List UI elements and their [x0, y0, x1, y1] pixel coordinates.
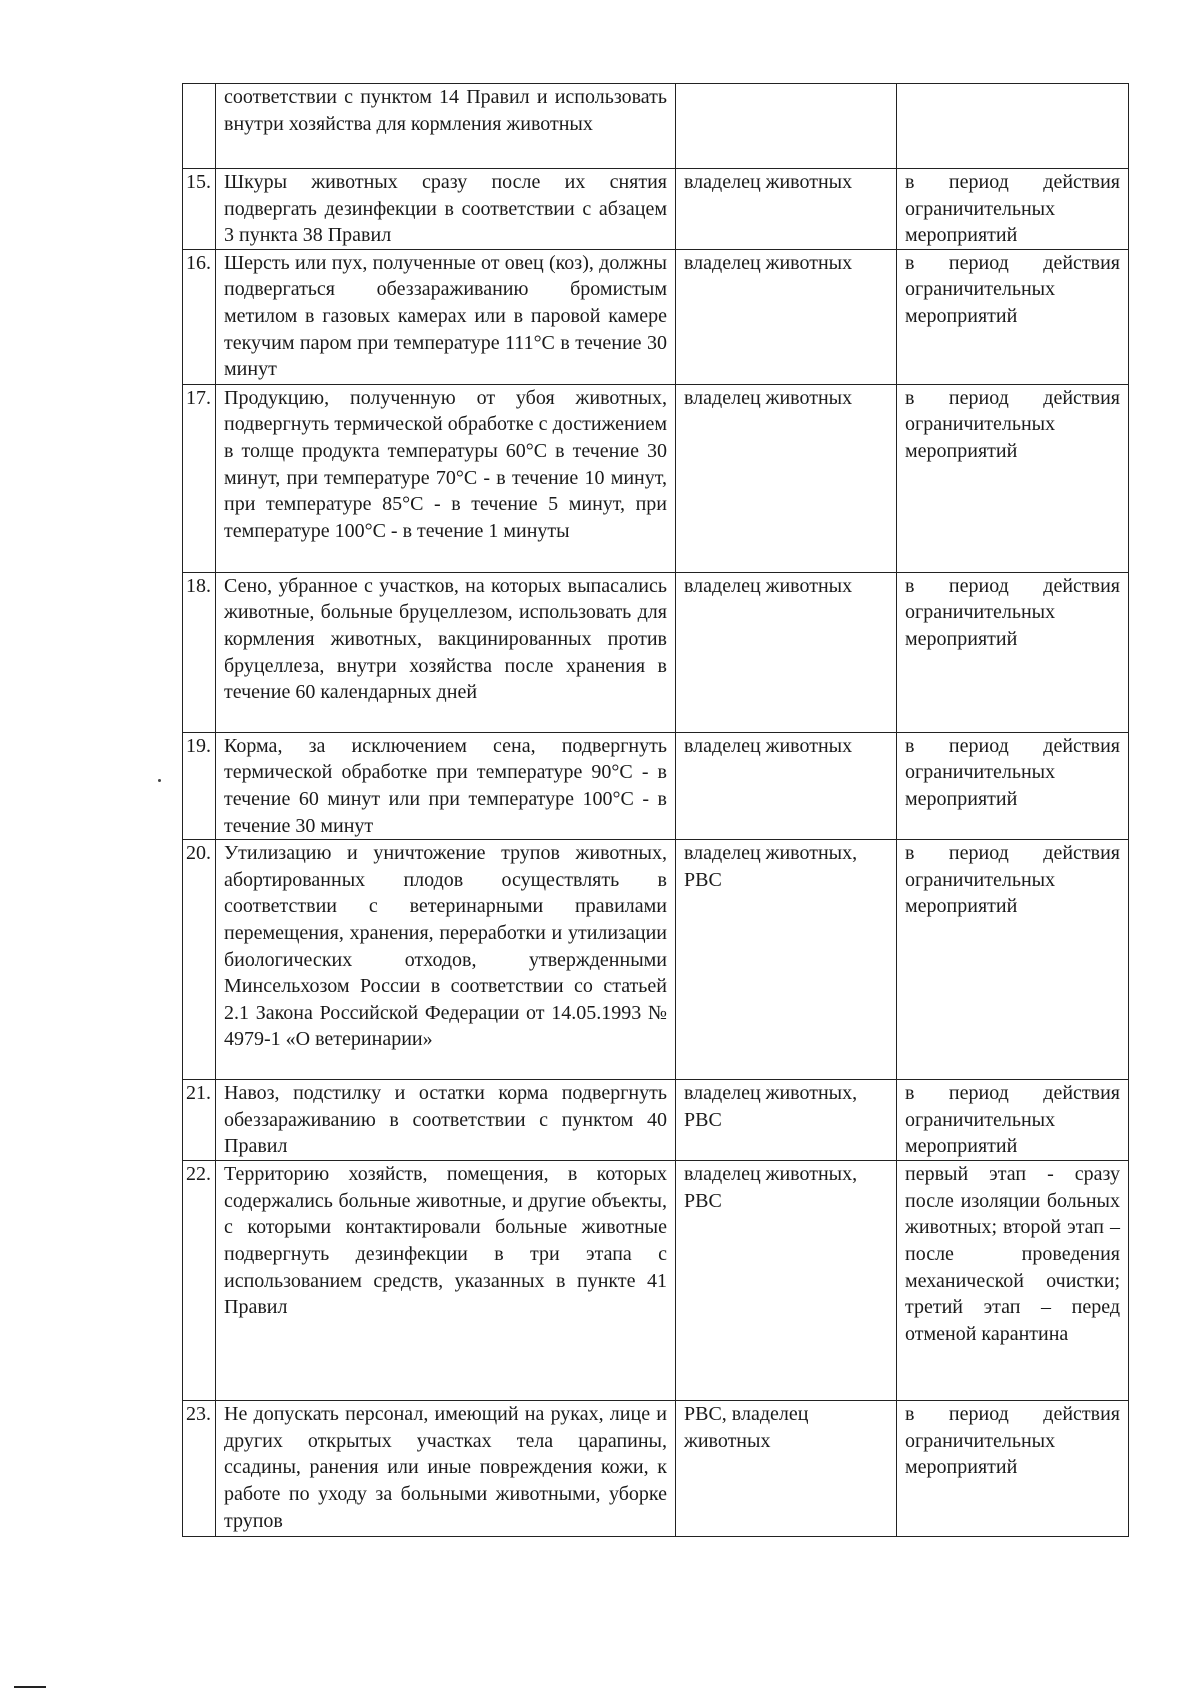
table-row: [183, 840, 1129, 1080]
scan-mark: [14, 1686, 46, 1688]
period-text: в период действия ограничительных мероприятий: [897, 384, 1129, 572]
scan-speck: [158, 779, 161, 782]
measure-text: Шкуры животных сразу после их снятия подвергать дезинфекции в соответствии с абзацем 3 пункта 38 Правил: [216, 169, 676, 250]
table-row: [183, 249, 1129, 384]
period-text: в период действия ограничительных мероприятий: [897, 732, 1129, 839]
table-row: [183, 732, 1129, 839]
row-number: 17.: [183, 384, 216, 572]
measure-text: Корма, за исключением сена, подвергнуть термической обработке при температуре 90°C - в течение 60 минут или при температуре 100°C - в течение 30 минут: [216, 732, 676, 839]
period-text: в период действия ограничительных мероприятий: [897, 572, 1129, 732]
row-number: 23.: [183, 1401, 216, 1537]
measure-text: Утилизацию и уничтожение трупов животных, абортированных плодов осуществлять в соответствии с ветеринарными правилами перемещения, хранения, переработки и утилизации биологических отходов, утвержденными Минсельхозом России в соответствии со статьей 2.1 Закона Российской Федерации от 14.05.1993 № 4979-1 «О ветеринарии»: [216, 840, 676, 1080]
responsible-text: владелец животных: [676, 732, 897, 839]
responsible-text: владелец животных, РВС: [676, 1161, 897, 1401]
measure-text: Территорию хозяйств, помещения, в которых содержались больные животные, и другие объекты, с которыми контактировали больные животные подвергнуть дезинфекции в три этапа с использованием средств, указанных в пункте 41 Правил: [216, 1161, 676, 1401]
row-number: 16.: [183, 249, 216, 384]
period-text: в период действия ограничительных мероприятий: [897, 1401, 1129, 1537]
responsible-text: владелец животных, РВС: [676, 1080, 897, 1161]
row-number: 22.: [183, 1161, 216, 1401]
period-text: в период действия ограничительных мероприятий: [897, 169, 1129, 250]
table-row: [183, 1161, 1129, 1401]
measure-text: соответствии с пунктом 14 Правил и использовать внутри хозяйства для кормления животных: [216, 84, 676, 169]
responsible-text: владелец животных: [676, 572, 897, 732]
measure-text: Шерсть или пух, полученные от овец (коз), должны подвергаться обеззараживанию бромистым метилом в газовых камерах или в паровой камере текучим паром при температуре 111°C в течение 30 минут: [216, 249, 676, 384]
measure-text: Не допускать персонал, имеющий на руках, лице и других открытых участках тела царапины, ссадины, ранения или иные повреждения кожи, к работе по уходу за больными животными, уборке трупов: [216, 1401, 676, 1537]
row-number: 15.: [183, 169, 216, 250]
responsible-text: РВС, владелец животных: [676, 1401, 897, 1537]
responsible-text: владелец животных, РВС: [676, 840, 897, 1080]
row-number: 18.: [183, 572, 216, 732]
responsible-text: владелец животных: [676, 384, 897, 572]
responsible-text: [676, 84, 897, 169]
responsible-text: владелец животных: [676, 169, 897, 250]
row-number: 20.: [183, 840, 216, 1080]
period-text: первый этап - сразу после изоляции больных животных; второй этап – после проведения механической очистки; третий этап – перед отменой карантина: [897, 1161, 1129, 1401]
period-text: в период действия ограничительных мероприятий: [897, 840, 1129, 1080]
row-number: [183, 84, 216, 169]
responsible-text: владелец животных: [676, 249, 897, 384]
row-number: 19.: [183, 732, 216, 839]
measures-table: [182, 83, 1129, 1537]
table-row: [183, 169, 1129, 250]
table-row: [183, 84, 1129, 169]
period-text: в период действия ограничительных мероприятий: [897, 249, 1129, 384]
period-text: в период действия ограничительных мероприятий: [897, 1080, 1129, 1161]
period-text: [897, 84, 1129, 169]
row-number: 21.: [183, 1080, 216, 1161]
measure-text: Продукцию, полученную от убоя животных, подвергнуть термической обработке с достижением в толще продукта температуры 60°C в течение 30 минут, при температуре 70°C - в течение 10 минут, при температуре 85°C - в течение 5 минут, при температуре 100°C - в течение 1 минуты: [216, 384, 676, 572]
measure-text: Навоз, подстилку и остатки корма подвергнуть обеззараживанию в соответствии с пунктом 40 Правил: [216, 1080, 676, 1161]
table-row: [183, 1401, 1129, 1537]
table-row: [183, 1080, 1129, 1161]
measure-text: Сено, убранное с участков, на которых выпасались животные, больные бруцеллезом, использовать для кормления животных, вакцинированных против бруцеллеза, внутри хозяйства после хранения в течение 60 календарных дней: [216, 572, 676, 732]
table-row: [183, 572, 1129, 732]
table-row: [183, 384, 1129, 572]
